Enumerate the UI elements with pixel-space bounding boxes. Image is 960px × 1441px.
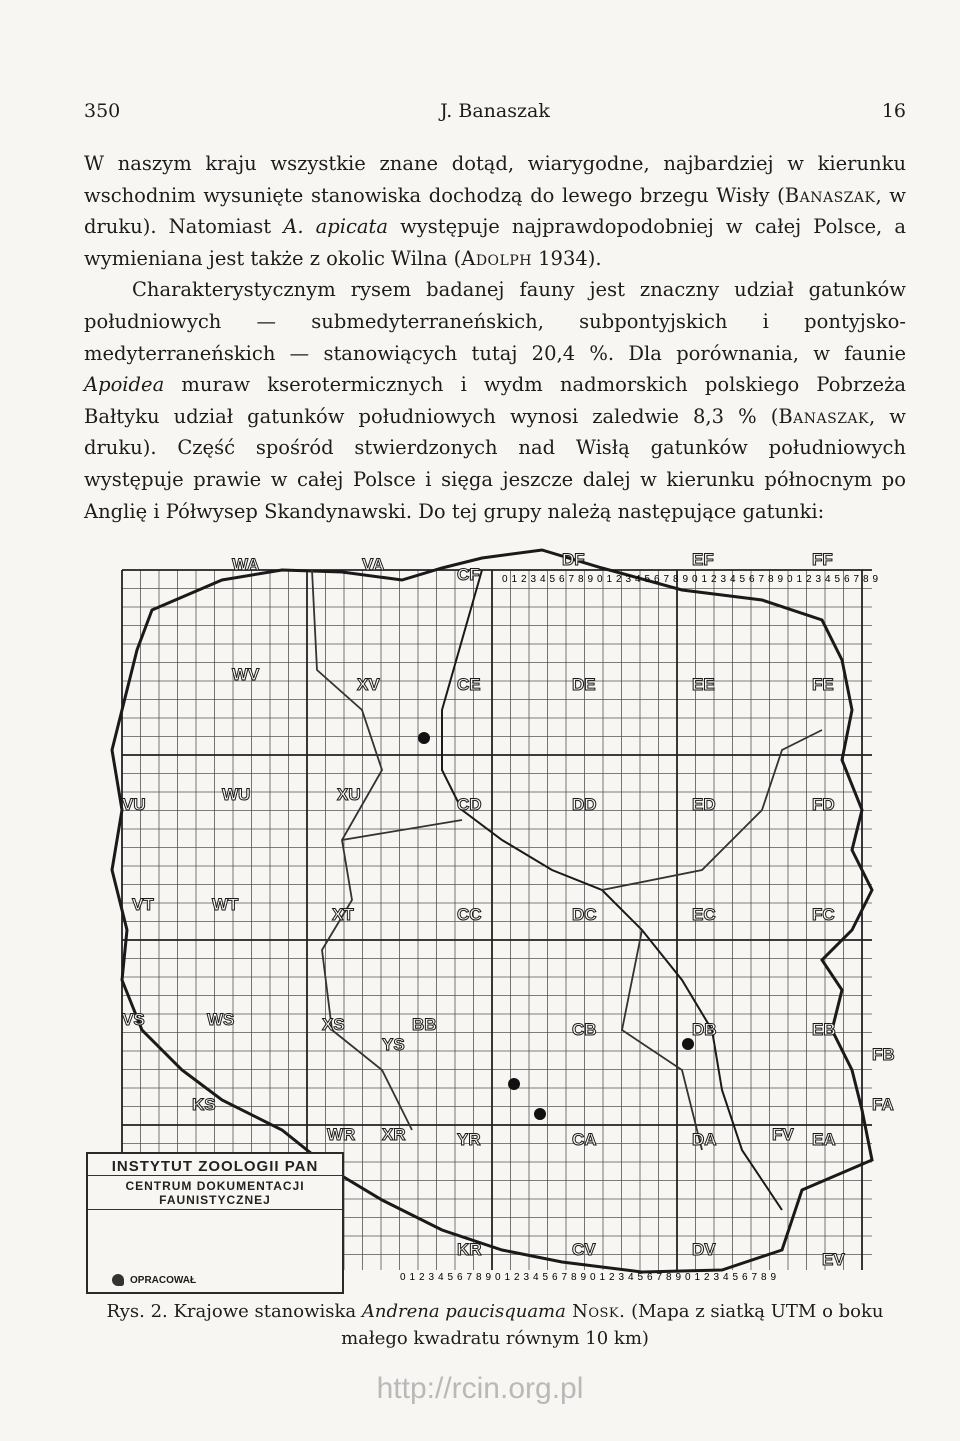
grid-digit-label: 1	[701, 574, 708, 585]
grid-digit-label: 3	[713, 1272, 720, 1283]
utm-square-label: DE	[572, 675, 596, 694]
grid-digit-label: 3	[720, 574, 727, 585]
grid-digit-label: 7	[751, 1272, 758, 1283]
grid-digit-label: 0	[597, 574, 603, 585]
citation: Adolph	[461, 246, 532, 270]
grid-digit-label: 0	[685, 1272, 691, 1283]
utm-square-label: YS	[382, 1035, 405, 1054]
grid-digit-label: 3	[815, 574, 822, 585]
grid-digit-label: 3	[530, 574, 537, 585]
body-text	[84, 148, 906, 527]
citation: Banaszak	[784, 183, 876, 207]
grid-digit-label: 6	[742, 1272, 748, 1283]
utm-square-label: CD	[457, 795, 482, 814]
utm-square-label: WR	[327, 1125, 356, 1144]
grid-digit-label: 2	[514, 1272, 520, 1283]
grid-digit-label: 1	[409, 1272, 416, 1283]
utm-square-label: EE	[692, 675, 715, 694]
locality-dot	[682, 1038, 694, 1050]
grid-digit-label: 2	[419, 1272, 425, 1283]
grid-digit-label: 5	[739, 574, 746, 585]
utm-square-label: CC	[457, 905, 482, 924]
grid-digit-label: 3	[523, 1272, 530, 1283]
utm-square-label: FF	[812, 550, 833, 569]
province-border	[312, 570, 822, 1150]
utm-square-label: WV	[232, 665, 260, 684]
grid-digit-label: 8	[476, 1272, 482, 1283]
institute-stamp	[86, 1152, 344, 1294]
page-number: 350	[84, 100, 121, 122]
utm-square-label: DB	[692, 1020, 717, 1039]
grid-digit-label: 2	[704, 1272, 710, 1283]
grid-digit-label: 3	[428, 1272, 435, 1283]
squirrel-icon	[112, 1274, 124, 1286]
utm-square-label: VS	[122, 1010, 145, 1029]
utm-square-label: FD	[812, 795, 835, 814]
utm-square-label: VT	[132, 895, 154, 914]
grid-digit-label: 4	[730, 574, 736, 585]
species-name: Andrena paucisquama	[361, 1301, 566, 1322]
grid-digit-label: 6	[647, 1272, 653, 1283]
grid-digit-label: 4	[533, 1272, 539, 1283]
utm-square-label: EF	[692, 550, 714, 569]
utm-square-label: FV	[772, 1125, 794, 1144]
grid-digit-label: 4	[628, 1272, 634, 1283]
grid-digit-label: 4	[540, 574, 546, 585]
grid-digit-label: 7	[656, 1272, 663, 1283]
utm-square-label: XT	[332, 905, 354, 924]
utm-square-label: DV	[692, 1240, 716, 1259]
utm-square-label: EB	[812, 1020, 836, 1039]
grid-digit-label: 9	[682, 574, 689, 585]
grid-digit-label: 0	[590, 1272, 596, 1283]
grid-digit-label: 5	[732, 1272, 739, 1283]
paragraph-2: Charakterystycznym rysem badanej fauny jest znaczny udział gatunków południowych — submedyterraneńskich, subpontyjskich i pontyjsko-medyterraneńskich — stanowiących tutaj 20,4 %. Dla porównania, w faunie Apoidea muraw kserotermicznych i wydm nadmorskich polskiego Pobrzeża Bałtyku udział gatunków południowych wynosi zaledwie 8,3 % (Banaszak, w druku). Część spośród stwierdzonych nad Wisłą gatunków południowych występuje prawie w całej Polsce i sięga jeszcze dalej w kierunku północnym po Anglię i Półwysep Skandynawski. Do tej grupy należą następujące gatunki:	[84, 278, 906, 523]
utm-square-label: CB	[572, 1020, 597, 1039]
utm-square-label: WS	[207, 1010, 235, 1029]
page-header	[84, 100, 906, 130]
grid-digit-label: 5	[644, 574, 651, 585]
grid-digit-label: 0	[692, 574, 698, 585]
grid-digit-label: 7	[853, 574, 860, 585]
locality-dot	[418, 732, 430, 744]
utm-square-label: CE	[457, 675, 481, 694]
grid-digit-label: 6	[457, 1272, 463, 1283]
utm-square-label: FC	[812, 905, 835, 924]
grid-digit-label: 8	[761, 1272, 767, 1283]
grid-digit-label: 8	[673, 574, 679, 585]
grid-digit-label: 6	[844, 574, 850, 585]
utm-square-label: EC	[692, 905, 716, 924]
grid-digit-label: 5	[542, 1272, 549, 1283]
grid-digit-label: 2	[609, 1272, 615, 1283]
utm-square-label: XS	[322, 1015, 345, 1034]
utm-square-label: WU	[222, 785, 251, 804]
stamp-title: INSTYTUT ZOOLOGII PAN	[88, 1154, 342, 1176]
grid-digit-label: 3	[625, 574, 632, 585]
issue-number: 16	[881, 100, 906, 122]
stamp-author-field: OPRACOWAŁ	[130, 1275, 197, 1286]
caption-label: Rys. 2.	[106, 1301, 168, 1322]
grid-digit-label: 7	[466, 1272, 473, 1283]
grid-digit-label: 1	[694, 1272, 701, 1283]
grid-digit-label: 0	[495, 1272, 501, 1283]
utm-square-label: WT	[212, 895, 239, 914]
watermark-url: http://rcin.org.pl	[376, 1372, 584, 1405]
grid-digit-label: 8	[578, 574, 584, 585]
grid-digit-label: 4	[635, 574, 641, 585]
grid-digit-label: 1	[606, 574, 613, 585]
utm-square-label: FE	[812, 675, 834, 694]
grid-digit-label: 9	[587, 574, 594, 585]
utm-square-label: CV	[572, 1240, 596, 1259]
utm-square-label: WA	[232, 555, 260, 574]
grid-digit-label: 6	[552, 1272, 558, 1283]
utm-square-label: BB	[412, 1015, 437, 1034]
grid-digit-label: 7	[568, 574, 575, 585]
grid-digit-label: 8	[863, 574, 869, 585]
locality-dot	[508, 1078, 520, 1090]
utm-square-label: DC	[572, 905, 597, 924]
grid-digit-label: 9	[777, 574, 784, 585]
locality-points	[418, 732, 694, 1120]
utm-square-label: YR	[457, 1130, 481, 1149]
utm-square-label: FB	[872, 1045, 895, 1064]
grid-digit-label: 5	[834, 574, 841, 585]
grid-digit-label: 0	[787, 574, 793, 585]
utm-square-label: XR	[382, 1125, 406, 1144]
citation: Banaszak	[778, 404, 870, 428]
grid-digit-label: 8	[768, 574, 774, 585]
vistula-river	[442, 570, 782, 1210]
grid-digit-label: 1	[511, 574, 518, 585]
locality-dot	[534, 1108, 546, 1120]
utm-square-label: KS	[192, 1095, 216, 1114]
grid-digit-label: 7	[758, 574, 765, 585]
grid-digit-label: 6	[559, 574, 565, 585]
grid-digit-label: 6	[654, 574, 660, 585]
utm-square-label: EA	[812, 1130, 836, 1149]
grid-digit-label: 4	[723, 1272, 729, 1283]
grid-digit-label: 2	[711, 574, 717, 585]
utm-square-label: VA	[362, 555, 385, 574]
grid-digit-label: 1	[504, 1272, 511, 1283]
grid-digit-label: 7	[663, 574, 670, 585]
taxon-name: Apoidea	[84, 373, 165, 397]
utm-square-label: DD	[572, 795, 597, 814]
utm-square-label: XV	[357, 675, 380, 694]
grid-digit-label: 0	[502, 574, 508, 585]
grid-digit-label: 5	[637, 1272, 644, 1283]
grid-digit-label: 6	[749, 574, 755, 585]
grid-digit-label: 3	[618, 1272, 625, 1283]
grid-digit-label: 1	[599, 1272, 606, 1283]
grid-digit-label: 2	[616, 574, 622, 585]
grid-digit-label: 4	[438, 1272, 444, 1283]
grid-digit-label: 1	[796, 574, 803, 585]
grid-digit-label: 5	[549, 574, 556, 585]
species-name: A. apicata	[283, 215, 388, 239]
utm-square-label: VU	[122, 795, 146, 814]
utm-square-label: ED	[692, 795, 716, 814]
grid-digit-label: 0	[400, 1272, 406, 1283]
utm-square-label: CA	[572, 1130, 597, 1149]
grid-digit-label: 7	[561, 1272, 568, 1283]
figure-caption: Rys. 2. Krajowe stanowiska Andrena paucisquama Nosk. (Mapa z siatką UTM o boku małego kwadratu równym 10 km)	[106, 1301, 884, 1349]
utm-square-label: XU	[337, 785, 361, 804]
grid-digit-label: 2	[806, 574, 812, 585]
grid-digit-label: 9	[770, 1272, 777, 1283]
stamp-subtitle: CENTRUM DOKUMENTACJI FAUNISTYCZNEJ	[88, 1176, 342, 1210]
grid-digit-label: 5	[447, 1272, 454, 1283]
utm-square-label: CF	[457, 565, 480, 584]
utm-square-label: FA	[872, 1095, 894, 1114]
utm-square-label: DA	[692, 1130, 717, 1149]
grid-digit-label: 9	[485, 1272, 492, 1283]
grid-digit-label: 2	[521, 574, 527, 585]
utm-square-label: KR	[457, 1240, 482, 1259]
utm-square-label: EV	[822, 1250, 845, 1269]
grid-digit-label: 8	[571, 1272, 577, 1283]
grid-digit-label: 8	[666, 1272, 672, 1283]
grid-digit-label: 4	[825, 574, 831, 585]
running-title: J. Banaszak	[440, 100, 550, 122]
paragraph-1: W naszym kraju wszystkie znane dotąd, wiarygodne, najbardziej w kierunku wschodnim wysunięte stanowiska dochodzą do lewego brzegu Wisły (Banaszak, w druku). Natomiast A. apicata występuje najprawdopodobniej w całej Polsce, a wymieniana jest także z okolic Wilna (Adolph 1934).	[84, 152, 906, 270]
grid-digit-label: 9	[872, 574, 879, 585]
utm-square-label: DF	[562, 550, 585, 569]
grid-digit-label: 9	[675, 1272, 682, 1283]
grid-digit-label: 9	[580, 1272, 587, 1283]
